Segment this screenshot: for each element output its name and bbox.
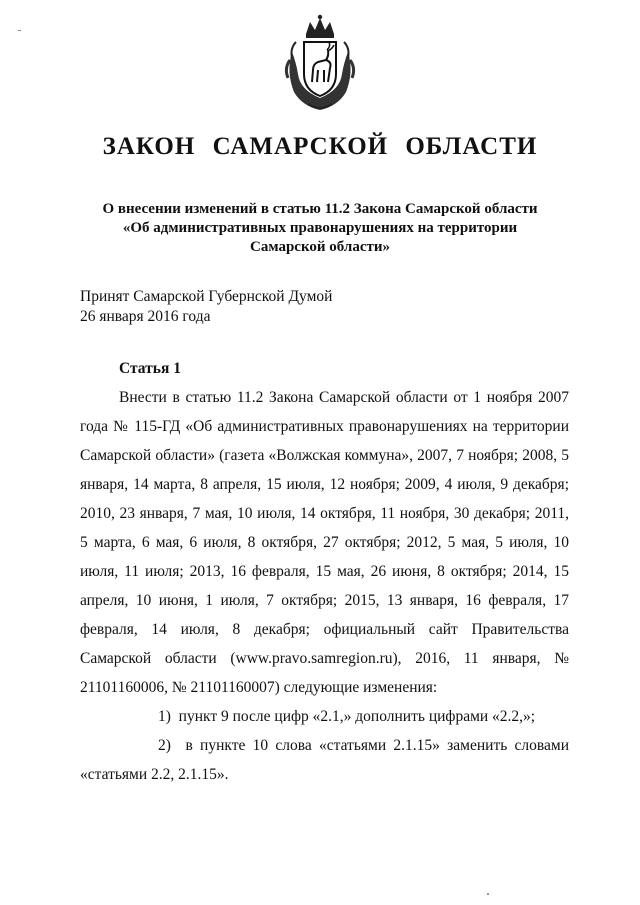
list-item-number: 1)	[158, 708, 171, 725]
document-title: ЗАКОН САМАРСКОЙ ОБЛАСТИ	[102, 133, 538, 160]
scan-mark	[487, 893, 489, 895]
adoption-note	[80, 287, 332, 327]
article-body	[80, 383, 569, 789]
list-item-number: 2)	[158, 737, 171, 754]
subtitle-line: «Об административных правонарушениях на территории	[122, 220, 518, 236]
article-paragraph: Внести в статью 11.2 Закона Самарской области от 1 ноября 2007 года № 115-ГД «Об административных правонарушениях на территории Самарской области» (газета «Волжская коммуна», 2007, 7 ноября; 2008, 5 января, 14 марта, 8 апреля, 15 июля, 12 ноября; 2009, 4 июля, 9 декабря; 2010, 23 января, 7 мая, 10 июля, 14 октября, 11 ноября, 30 декабря; 2011, 5 марта, 6 мая, 6 июля, 8 октября, 27 октября; 2012, 5 мая, 5 июля, 10 июля, 11 июля; 2013, 16 февраля, 15 мая, 26 июня, 8 октября; 2014, 15 апреля, 10 июня, 1 июля, 7 октября; 2015, 13 января, 16 февраля, 17 февраля, 14 июля, 8 декабря; официальный сайт Правительства Самарской области (www.pravo.samregion.ru), 2016, 11 января, № 21101160006, № 21101160007) следующие изменения:	[80, 389, 569, 696]
list-item	[80, 702, 569, 731]
list-item-text: пункт 9 после цифр «2.1,» дополнить цифрами «2.2,»;	[178, 708, 536, 725]
scan-mark	[18, 30, 21, 31]
article-heading: Статья 1	[119, 360, 181, 377]
adoption-date: 26 января 2016 года	[80, 308, 211, 325]
subtitle-line: Самарской области»	[250, 239, 390, 255]
subtitle-line: О внесении изменений в статью 11.2 Закона Самарской области	[102, 201, 538, 217]
document-subtitle	[80, 200, 560, 257]
adoption-line: Принят Самарской Губернской Думой	[80, 288, 333, 305]
samara-coat-of-arms-icon	[282, 12, 358, 112]
list-item-text: в пункте 10 слова «статьями 2.1.15» заменить словами «статьями 2.2, 2.1.15».	[80, 737, 570, 783]
list-item	[80, 731, 569, 789]
